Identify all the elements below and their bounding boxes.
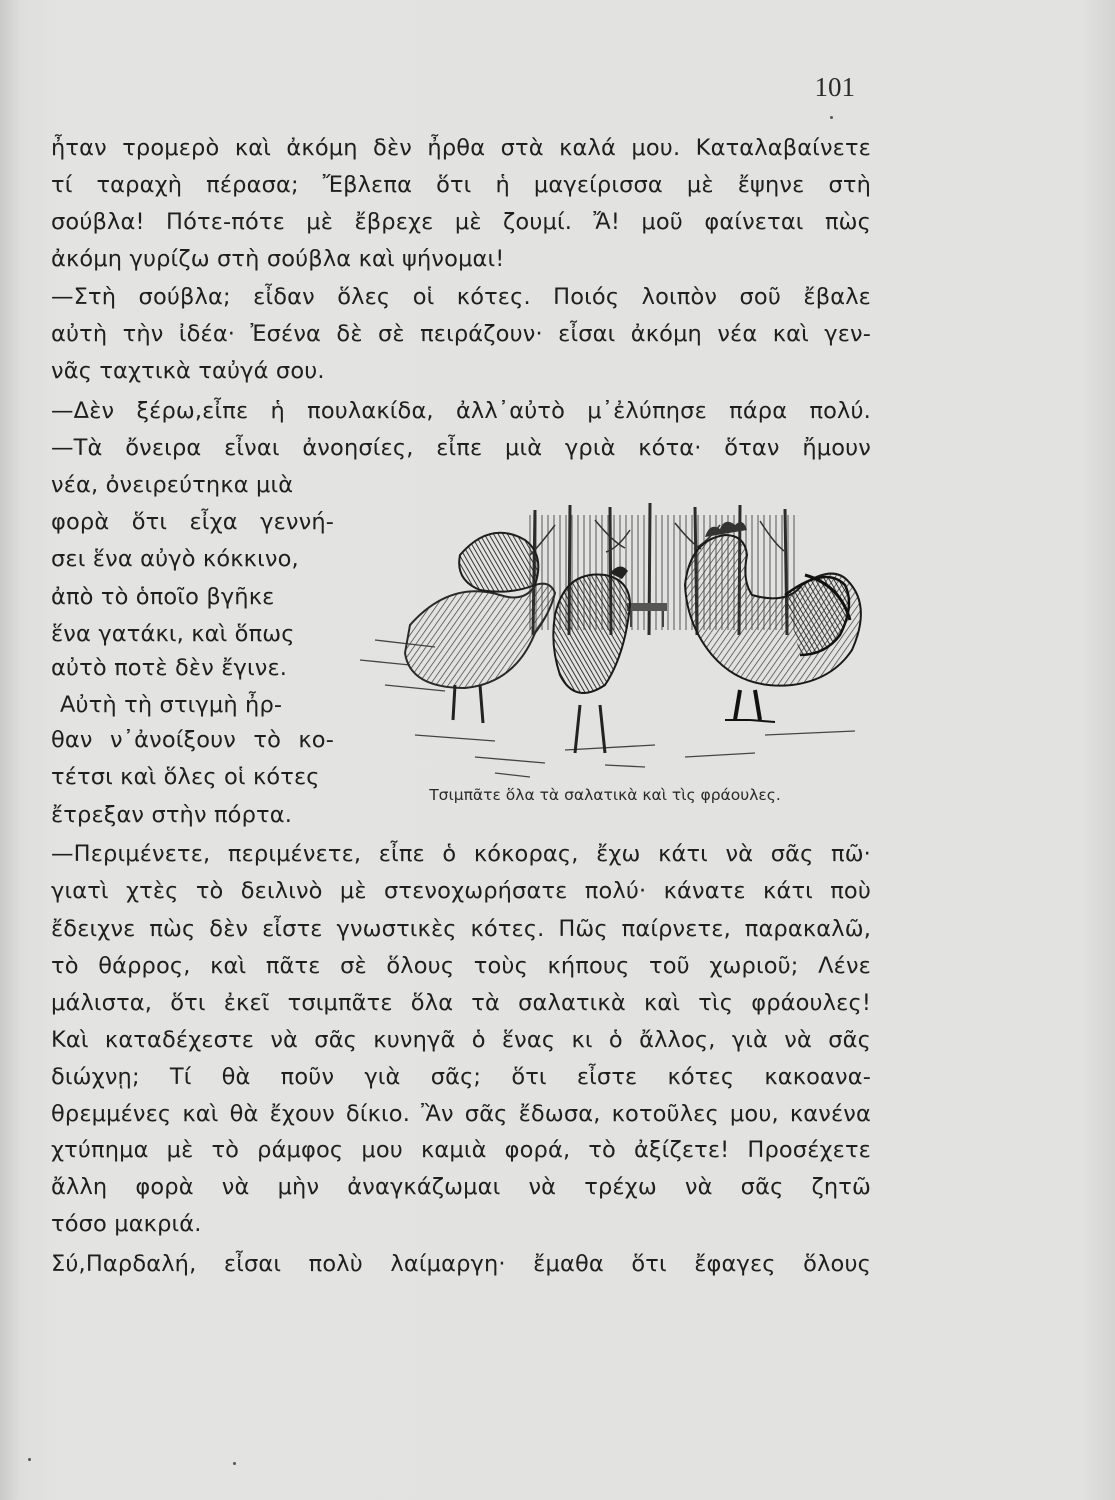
text-line: —Δὲν ξέρω,εἶπε ἡ πουλακίδα, ἀλλ᾽αὐτὸ μ᾽ἐλύπησε πάρα πολύ. <box>51 398 871 424</box>
text-line: Σύ,Παρδαλή, εἶσαι πολὺ λαίμαργη· ἔμαθα ὅτι ἔφαγες ὅλους <box>51 1251 871 1277</box>
text-line: θαν ν᾽ἀνοίξουν τὸ κο- <box>51 727 334 753</box>
text-line: ἔτρεξαν στὴν πόρτα. <box>51 802 293 828</box>
text-line: φορὰ ὅτι εἶχα γεννή- <box>51 509 334 535</box>
text-line: θρεμμένες καὶ θὰ ἔχουν δίκιο. Ἂν σᾶς ἔδωσα, κοτοῦλες μου, κανένα <box>51 1101 871 1127</box>
scan-speck <box>28 1458 31 1461</box>
text-line: ἔδειχνε πὼς δὲν εἶστε γνωστικὲς κότες. Πῶς παίρνετε, παρακαλῶ, <box>51 916 871 942</box>
text-line: ἄλλη φορὰ νὰ μὴν ἀναγκάζωμαι νὰ τρέχω νὰ σᾶς ζητῶ <box>51 1174 871 1200</box>
text-line: σει ἕνα αὐγὸ κόκκινο, <box>51 546 299 572</box>
text-line: —Στὴ σούβλα; εἶδαν ὅλες οἱ κότες. Ποιός λοιπὸν σοῦ ἔβαλε <box>51 284 871 310</box>
text-line: τόσο μακριά. <box>51 1211 202 1237</box>
illustration-caption: Τσιμπᾶτε ὅλα τὰ σαλατικὰ καὶ τὶς φράουλες. <box>429 786 781 804</box>
text-line: —Τὰ ὄνειρα εἶναι ἀνοησίες, εἶπε μιὰ γριὰ κότα· ὅταν ἤμουν <box>51 435 871 461</box>
text-line: τέτσι καὶ ὅλες οἱ κότες <box>51 764 320 790</box>
text-line: ἕνα γατάκι, καὶ ὅπως <box>51 621 295 647</box>
text-line: ἀκόμη γυρίζω στὴ σούβλα καὶ ψήνομαι! <box>51 246 505 272</box>
text-line: διώχνῃ; Τί θὰ ποῦν γιὰ σᾶς; ὅτι εἶστε κότες κακοανα- <box>51 1064 871 1090</box>
page-number: 101 <box>814 72 855 102</box>
text-line: Καὶ καταδέχεστε νὰ σᾶς κυνηγᾶ ὁ ἕνας κι ὁ ἄλλος, γιὰ νὰ σᾶς <box>51 1027 871 1053</box>
scan-speck <box>233 1462 236 1465</box>
text-line: αὐτὸ ποτὲ δὲν ἔγινε. <box>51 655 288 681</box>
text-line: νᾶς ταχτικὰ ταὐγά σου. <box>51 358 325 384</box>
text-line: γιατὶ χτὲς τὸ δειλινὸ μὲ στενοχωρήσατε πολύ· κάνατε κάτι ποὺ <box>51 878 871 904</box>
text-line: τί ταραχὴ πέρασα; Ἔβλεπα ὅτι ἡ μαγείρισσα μὲ ἔψηνε στὴ <box>51 172 871 198</box>
text-line: ἦταν τρομερὸ καὶ ἀκόμη δὲν ἦρθα στὰ καλά μου. Καταλαβαίνετε <box>51 135 871 161</box>
text-line: χτύπημα μὲ τὸ ράμφος μου καμιὰ φορά, τὸ ἀξίζετε! Προσέχετε <box>51 1137 871 1163</box>
text-line: Αὐτὴ τὴ στιγμὴ ἦρ- <box>60 692 283 718</box>
text-line: —Περιμένετε, περιμένετε, εἶπε ὁ κόκορας, ἔχω κάτι νὰ σᾶς πῶ· <box>51 841 871 867</box>
chickens-illustration <box>355 495 875 785</box>
text-line: νέα, ὀνειρεύτηκα μιὰ <box>51 472 294 498</box>
text-line: ἀπὸ τὸ ὁποῖο βγῆκε <box>51 584 275 610</box>
text-line: αὐτὴ τὴν ἰδέα· Ἐσένα δὲ σὲ πειράζουν· εἶσαι ἀκόμη νέα καὶ γεν- <box>51 321 871 347</box>
text-line: σούβλα! Πότε-πότε μὲ ἔβρεχε μὲ ζουμί. Ἄ! μοῦ φαίνεται πὼς <box>51 209 871 235</box>
text-line: τὸ θάρρος, καὶ πᾶτε σὲ ὅλους τοὺς κήπους τοῦ χωριοῦ; Λένε <box>51 953 871 979</box>
scan-speck <box>830 116 833 119</box>
text-line: μάλιστα, ὅτι ἐκεῖ τσιμπᾶτε ὅλα τὰ σαλατικὰ καὶ τὶς φράουλες! <box>51 990 871 1016</box>
